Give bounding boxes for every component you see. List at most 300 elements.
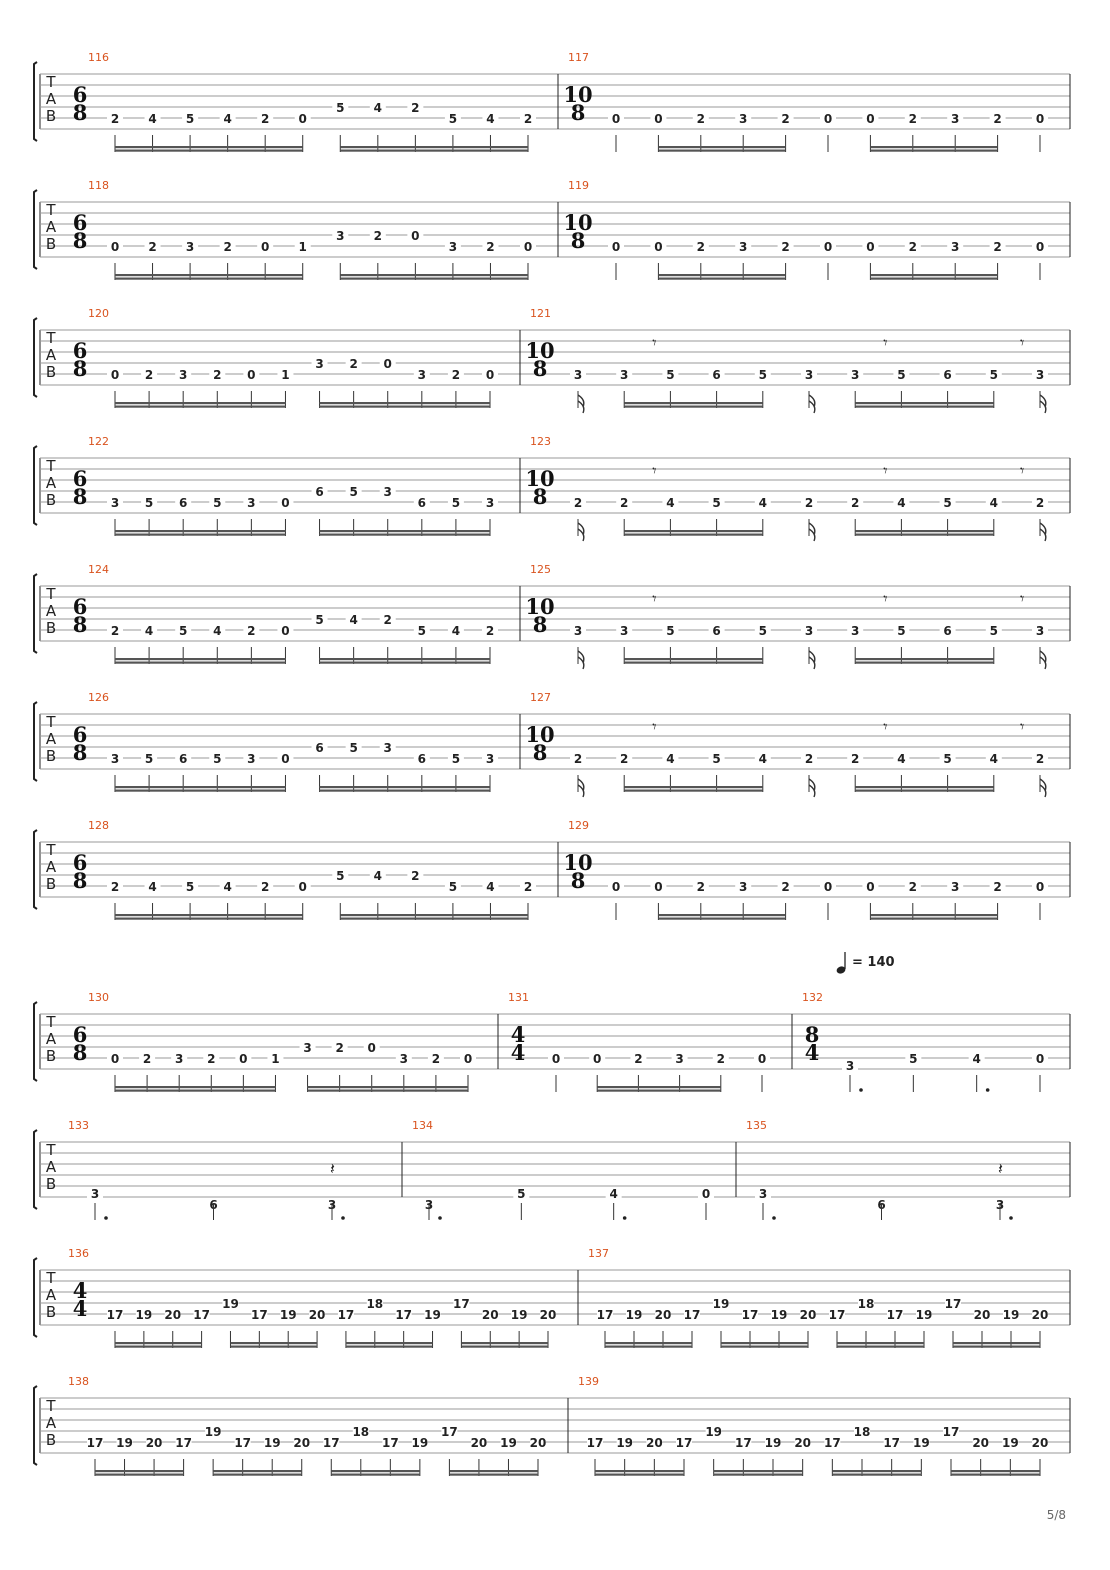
note-beam — [951, 1474, 1040, 1476]
system-bracket — [34, 1002, 37, 1081]
fret-number: 4 — [486, 880, 495, 894]
measure — [73, 307, 498, 408]
note-beam — [855, 402, 994, 404]
fret-number: 20 — [799, 1308, 817, 1322]
fret-number: 3 — [327, 1198, 337, 1212]
fret-number: 6 — [417, 496, 426, 510]
tab-clef-letter: T — [46, 585, 56, 603]
system-bracket — [34, 1130, 37, 1209]
fret-number: 19 — [411, 1436, 429, 1450]
tab-system — [34, 51, 1070, 152]
time-signature-top: 6 — [72, 594, 88, 619]
time-signature-bottom: 8 — [532, 740, 548, 765]
fret-number: 2 — [485, 624, 495, 638]
fret-number: 19 — [1002, 1308, 1020, 1322]
note-beam — [115, 402, 285, 404]
note-beam — [595, 1474, 684, 1476]
bar-number: 122 — [88, 435, 109, 448]
eighth-rest-icon: 𝄾 — [652, 333, 657, 352]
tab-system — [34, 307, 1070, 413]
note-beam — [115, 146, 303, 148]
tab-clef-letter: B — [45, 1303, 57, 1321]
fret-number: 3 — [739, 240, 748, 254]
fret-number: 4 — [144, 624, 154, 638]
fret-number: 5 — [185, 112, 195, 126]
system-bracket — [34, 830, 37, 909]
fret-number: 0 — [654, 112, 663, 126]
bar-number: 134 — [412, 1119, 433, 1132]
dot-mark — [104, 1216, 108, 1220]
tab-clef-letter: B — [45, 1175, 57, 1193]
note-beam — [832, 1474, 921, 1476]
fret-number: 5 — [758, 624, 767, 638]
time-signature-top: 6 — [72, 210, 88, 235]
note-beam — [308, 1090, 468, 1092]
note-beam — [115, 1090, 275, 1092]
measure — [73, 435, 498, 536]
dot-mark — [623, 1216, 627, 1220]
fret-number: 6 — [943, 368, 952, 382]
fret-number: 2 — [804, 752, 814, 766]
measure — [412, 1119, 714, 1220]
fret-number: 2 — [908, 240, 917, 254]
bar-number: 124 — [88, 563, 109, 576]
fret-number: 0 — [247, 368, 256, 382]
time-signature-bottom: 8 — [72, 356, 88, 381]
fret-number: 17 — [944, 1297, 962, 1311]
fret-number: 0 — [367, 1041, 376, 1055]
fret-number: 2 — [804, 496, 814, 510]
fret-number: 3 — [417, 368, 426, 382]
fret-number: 17 — [395, 1308, 413, 1322]
fret-number: 3 — [485, 496, 495, 510]
fret-number: 2 — [620, 752, 629, 766]
note-beam — [115, 1086, 275, 1088]
fret-number: 6 — [315, 485, 324, 499]
fret-number: 2 — [781, 880, 790, 894]
note-beam — [855, 530, 994, 532]
note-beam — [115, 406, 285, 408]
fret-number: 2 — [383, 613, 392, 627]
note-beam — [624, 790, 763, 792]
time-signature-bottom: 8 — [72, 1040, 88, 1065]
dot-mark — [341, 1216, 345, 1220]
time-signature-top: 6 — [72, 338, 88, 363]
eighth-rest-icon: 𝄾 — [652, 717, 657, 736]
fret-number: 3 — [620, 624, 629, 638]
fret-number: 1 — [298, 240, 307, 254]
fret-number: 0 — [866, 880, 875, 894]
eighth-rest-icon: 𝄾 — [1020, 589, 1025, 608]
bar-number: 127 — [530, 691, 551, 704]
time-signature-bottom: 4 — [804, 1040, 820, 1065]
fret-number: 6 — [315, 741, 324, 755]
time-signature-bottom: 8 — [72, 868, 88, 893]
note-beam — [346, 1346, 433, 1348]
page-number: 5/8 — [1046, 1508, 1066, 1522]
note-beam — [658, 278, 785, 280]
note-beam — [115, 658, 285, 660]
tab-clef-letter: B — [45, 619, 57, 637]
fret-number: 2 — [573, 496, 583, 510]
fret-number: 19 — [500, 1436, 517, 1450]
fret-number: 5 — [349, 485, 358, 499]
fret-number: 17 — [453, 1297, 470, 1311]
eighth-rest-icon: 𝄾 — [1020, 461, 1025, 480]
fret-number: 0 — [463, 1052, 473, 1066]
note-beam — [953, 1342, 1040, 1344]
note-beam — [870, 914, 997, 916]
fret-number: 3 — [336, 229, 345, 243]
fret-number: 20 — [645, 1436, 663, 1450]
measure — [525, 307, 1048, 413]
fret-number: 5 — [943, 752, 952, 766]
fret-number: 3 — [804, 624, 814, 638]
time-signature-bottom: 8 — [72, 612, 88, 637]
time-signature-top: 8 — [804, 1022, 820, 1047]
fret-number: 17 — [441, 1425, 458, 1439]
note-beam — [308, 1086, 468, 1088]
fret-number: 17 — [741, 1308, 759, 1322]
note-beam — [837, 1342, 924, 1344]
fret-number: 17 — [175, 1436, 192, 1450]
fret-number: 0 — [823, 240, 833, 254]
fret-number: 6 — [943, 624, 952, 638]
note-beam — [115, 530, 285, 532]
fret-number: 2 — [993, 240, 1002, 254]
fret-number: 19 — [279, 1308, 297, 1322]
fret-number: 0 — [611, 112, 621, 126]
note-beam — [714, 1474, 803, 1476]
bar-number: 129 — [568, 819, 589, 832]
note-beam — [597, 1090, 721, 1092]
note-beam — [461, 1346, 548, 1348]
note-beam — [658, 918, 785, 920]
fret-number: 4 — [486, 112, 495, 126]
note-beam — [340, 278, 528, 280]
fret-number: 1 — [281, 368, 290, 382]
fret-number: 5 — [666, 368, 675, 382]
fret-number: 4 — [666, 496, 675, 510]
system-bracket — [34, 446, 37, 525]
fret-number: 0 — [1035, 240, 1045, 254]
note-flag — [809, 651, 815, 669]
system-bracket — [34, 190, 37, 269]
fret-number: 0 — [485, 368, 495, 382]
fret-number: 20 — [164, 1308, 182, 1322]
time-signature-top: 10 — [563, 82, 593, 107]
fret-number: 17 — [828, 1308, 846, 1322]
fret-number: 0 — [523, 240, 533, 254]
note-beam — [115, 274, 303, 276]
tab-clef-letter: T — [46, 841, 56, 859]
note-beam — [115, 790, 285, 792]
fret-number: 3 — [110, 496, 120, 510]
fret-number: 5 — [213, 496, 222, 510]
fret-number: 5 — [417, 624, 426, 638]
measure — [73, 563, 498, 664]
note-flag — [809, 523, 815, 541]
tab-clef-letter: T — [46, 1141, 56, 1159]
bar-number: 120 — [88, 307, 109, 320]
fret-number: 17 — [193, 1308, 210, 1322]
fret-number: 6 — [209, 1198, 218, 1212]
note-beam — [449, 1470, 538, 1472]
note-flag — [1040, 779, 1046, 797]
note-beam — [320, 790, 490, 792]
fret-number: 19 — [764, 1436, 782, 1450]
fret-number: 20 — [794, 1436, 812, 1450]
note-beam — [870, 918, 997, 920]
fret-number: 20 — [539, 1308, 557, 1322]
fret-number: 3 — [247, 752, 256, 766]
fret-number: 18 — [352, 1425, 370, 1439]
fret-number: 5 — [336, 101, 345, 115]
fret-number: 19 — [915, 1308, 933, 1322]
fret-number: 2 — [851, 496, 860, 510]
fret-number: 2 — [523, 880, 533, 894]
note-beam — [213, 1470, 302, 1472]
note-flag — [578, 651, 584, 669]
fret-number: 2 — [110, 880, 120, 894]
fret-number: 2 — [411, 101, 420, 115]
fret-number: 20 — [529, 1436, 547, 1450]
fret-number: 2 — [213, 368, 222, 382]
fret-number: 0 — [1035, 112, 1045, 126]
tab-clef-letter: T — [46, 201, 56, 219]
dot-mark — [772, 1216, 776, 1220]
fret-number: 18 — [366, 1297, 384, 1311]
fret-number: 19 — [424, 1308, 441, 1322]
eighth-rest-icon: 𝄾 — [652, 461, 657, 480]
fret-number: 5 — [451, 496, 461, 510]
fret-number: 3 — [951, 880, 960, 894]
fret-number: 5 — [448, 112, 458, 126]
fret-number: 2 — [696, 240, 705, 254]
fret-number: 17 — [734, 1436, 752, 1450]
fret-number: 0 — [654, 880, 663, 894]
fret-number: 2 — [110, 624, 120, 638]
fret-number: 19 — [204, 1425, 222, 1439]
fret-number: 17 — [883, 1436, 901, 1450]
fret-number: 5 — [213, 752, 222, 766]
note-beam — [837, 1346, 924, 1348]
eighth-rest-icon: 𝄾 — [883, 589, 888, 608]
fret-number: 20 — [973, 1308, 991, 1322]
fret-number: 5 — [989, 368, 998, 382]
fret-number: 2 — [908, 880, 917, 894]
fret-number: 20 — [145, 1436, 163, 1450]
note-beam — [213, 1474, 302, 1476]
measure — [746, 1119, 1013, 1220]
tab-clef-letter: B — [45, 235, 57, 253]
tab-clef-letter: A — [45, 346, 57, 364]
fret-number: 20 — [1031, 1436, 1049, 1450]
fret-number: 2 — [247, 624, 256, 638]
fret-number: 18 — [857, 1297, 875, 1311]
measure — [73, 51, 536, 152]
fret-number: 19 — [222, 1297, 239, 1311]
fret-number: 20 — [481, 1308, 499, 1322]
bar-number: 136 — [68, 1247, 89, 1260]
fret-number: 0 — [411, 229, 420, 243]
note-flag — [809, 779, 815, 797]
note-beam — [855, 790, 994, 792]
fret-number: 6 — [712, 624, 721, 638]
fret-number: 3 — [175, 1052, 184, 1066]
note-beam — [461, 1342, 548, 1344]
fret-number: 0 — [239, 1052, 248, 1066]
fret-number: 3 — [110, 752, 120, 766]
tab-system — [34, 819, 1070, 920]
note-beam — [346, 1342, 433, 1344]
note-beam — [624, 402, 763, 404]
fret-number: 17 — [823, 1436, 841, 1450]
time-signature-top: 6 — [72, 466, 88, 491]
quarter-rest-icon: 𝄽 — [330, 1159, 335, 1178]
fret-number: 4 — [989, 496, 998, 510]
note-beam — [115, 786, 285, 788]
fret-number: 5 — [712, 496, 721, 510]
fret-number: 17 — [942, 1425, 960, 1439]
fret-number: 0 — [757, 1052, 767, 1066]
note-beam — [320, 662, 490, 664]
fret-number: 2 — [908, 112, 917, 126]
fret-number: 0 — [866, 240, 875, 254]
fret-number: 3 — [485, 752, 495, 766]
time-signature-top: 6 — [72, 850, 88, 875]
fret-number: 5 — [349, 741, 358, 755]
fret-number: 2 — [335, 1041, 344, 1055]
dot-mark — [1009, 1216, 1013, 1220]
system-bracket — [34, 1386, 37, 1465]
fret-number: 6 — [179, 496, 188, 510]
fret-number: 19 — [510, 1308, 528, 1322]
time-signature-bottom: 8 — [570, 868, 586, 893]
fret-number: 4 — [148, 880, 157, 894]
note-beam — [714, 1470, 803, 1472]
note-beam — [658, 150, 785, 152]
fret-number: 17 — [586, 1436, 604, 1450]
fret-number: 19 — [625, 1308, 643, 1322]
fret-number: 17 — [381, 1436, 399, 1450]
fret-number: 2 — [993, 880, 1002, 894]
fret-number: 2 — [373, 229, 382, 243]
note-beam — [605, 1342, 692, 1344]
note-beam — [115, 534, 285, 536]
note-flag — [1040, 523, 1046, 541]
note-beam — [115, 1342, 202, 1344]
fret-number: 6 — [877, 1198, 886, 1212]
tab-clef-letter: B — [45, 1431, 57, 1449]
fret-number: 2 — [634, 1052, 643, 1066]
tab-clef-letter: T — [46, 1013, 56, 1031]
fret-number: 2 — [110, 112, 120, 126]
note-beam — [953, 1346, 1040, 1348]
time-signature-bottom: 4 — [510, 1040, 526, 1065]
tab-clef-letter: A — [45, 1286, 57, 1304]
fret-number: 5 — [758, 368, 767, 382]
note-beam — [951, 1470, 1040, 1472]
fret-number: 2 — [349, 357, 358, 371]
bar-number: 117 — [568, 51, 589, 64]
note-flag — [578, 395, 584, 413]
fret-number: 19 — [616, 1436, 634, 1450]
tab-clef-letter: B — [45, 1047, 57, 1065]
note-beam — [320, 786, 490, 788]
note-flag — [578, 523, 584, 541]
note-beam — [115, 150, 303, 152]
fret-number: 18 — [853, 1425, 871, 1439]
fret-number: 2 — [993, 112, 1002, 126]
fret-number: 4 — [148, 112, 157, 126]
fret-number: 19 — [912, 1436, 930, 1450]
note-beam — [624, 530, 763, 532]
fret-number: 0 — [866, 112, 875, 126]
note-beam — [624, 662, 763, 664]
fret-number: 17 — [106, 1308, 124, 1322]
fret-number: 2 — [523, 112, 533, 126]
note-beam — [855, 662, 994, 664]
time-signature-top: 10 — [525, 594, 555, 619]
bar-number: 126 — [88, 691, 109, 704]
fret-number: 5 — [144, 752, 154, 766]
measure — [73, 691, 498, 792]
eighth-rest-icon: 𝄾 — [1020, 717, 1025, 736]
note-beam — [340, 918, 528, 920]
fret-number: 3 — [448, 240, 458, 254]
note-beam — [115, 914, 303, 916]
fret-number: 17 — [86, 1436, 104, 1450]
note-beam — [340, 146, 528, 148]
measure — [68, 1119, 345, 1220]
tab-clef-letter: T — [46, 73, 56, 91]
fret-number: 0 — [110, 1052, 120, 1066]
fret-number: 5 — [144, 496, 154, 510]
fret-number: 20 — [308, 1308, 326, 1322]
fret-number: 3 — [739, 112, 748, 126]
measure — [563, 819, 1048, 920]
fret-number: 3 — [995, 1198, 1005, 1212]
note-beam — [115, 1346, 202, 1348]
note-beam — [95, 1470, 184, 1472]
fret-number: 0 — [298, 880, 307, 894]
tab-system — [34, 435, 1070, 541]
note-beam — [855, 534, 994, 536]
bar-number: 132 — [802, 991, 823, 1004]
time-signature-top: 10 — [525, 338, 555, 363]
note-beam — [870, 274, 997, 276]
measure — [563, 51, 1048, 152]
note-beam — [624, 658, 763, 660]
fret-number: 4 — [451, 624, 461, 638]
note-flag — [1040, 651, 1046, 669]
bar-number: 121 — [530, 307, 551, 320]
note-beam — [624, 786, 763, 788]
fret-number: 4 — [666, 752, 675, 766]
fret-number: 4 — [373, 869, 382, 883]
bar-number: 116 — [88, 51, 109, 64]
note-beam — [721, 1342, 808, 1344]
fret-number: 1 — [271, 1052, 280, 1066]
fret-number: 3 — [951, 240, 960, 254]
fret-number: 19 — [712, 1297, 730, 1311]
system-bracket — [34, 1258, 37, 1337]
fret-number: 6 — [179, 752, 188, 766]
note-beam — [624, 406, 763, 408]
fret-number: 19 — [1001, 1436, 1019, 1450]
fret-number: 3 — [620, 368, 629, 382]
